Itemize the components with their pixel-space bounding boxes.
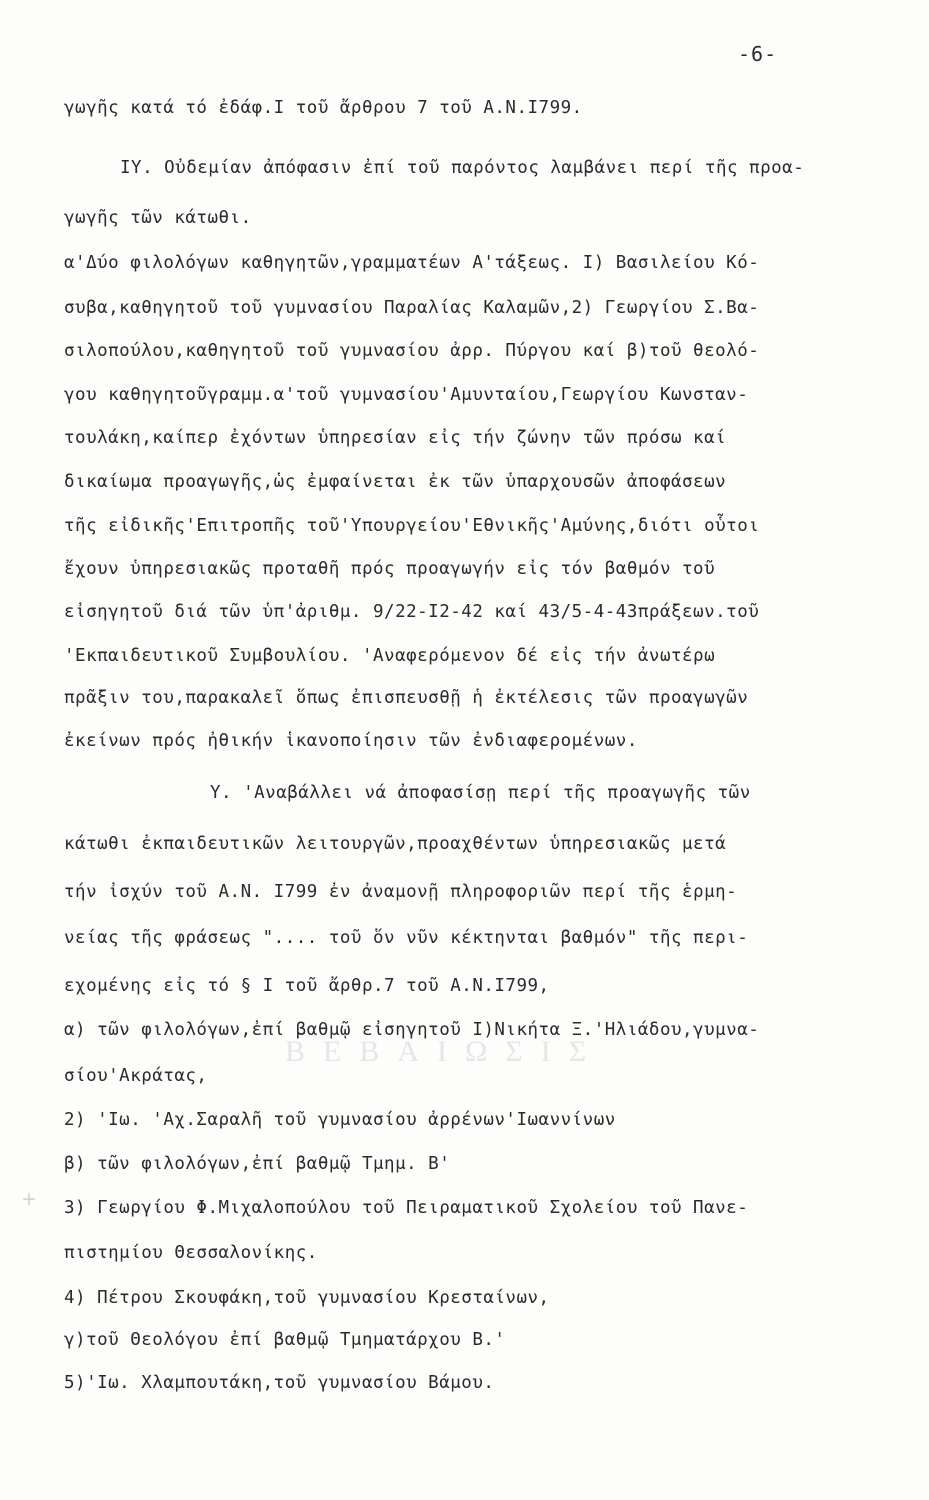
- text-line: 5)'Ιω. Χλαμπουτάκη,τοῦ γυμνασίου Βάμου.: [64, 1373, 495, 1393]
- text-line: γ)τοῦ Θεολόγου ἐπί βαθμῷ Τμηματάρχου Β.': [64, 1330, 506, 1350]
- text-line: τουλάκη,καίπερ ἐχόντων ὑπηρεσίαν εἰς τήν ζώνην τῶν πρόσω καί: [64, 428, 727, 448]
- text-line: πιστημίου Θεσσαλονίκης.: [64, 1243, 318, 1263]
- text-line: ἐκείνων πρός ἠθικήν ἱκανοποίησιν τῶν ἐνδιαφερομένων.: [64, 731, 638, 751]
- text-line: γωγῆς τῶν κάτωθι.: [64, 208, 252, 228]
- text-line: γωγῆς κατά τό ἐδάφ.Ι τοῦ ἄρθρου 7 τοῦ Α.Ν.Ι799.: [64, 98, 583, 118]
- text-line: δικαίωμα προαγωγῆς,ὡς ἐμφαίνεται ἐκ τῶν ὑπαρχουσῶν ἀποφάσεων: [64, 472, 727, 492]
- text-line: εχομένης εἰς τό § Ι τοῦ ἄρθρ.7 τοῦ Α.Ν.Ι799,: [64, 976, 550, 996]
- text-line: σίου'Ακράτας,: [64, 1066, 208, 1086]
- text-line: τήν ἰσχύν τοῦ Α.Ν. Ι799 ἐν ἀναμονῇ πληροφοριῶν περί τῆς ἑρμη-: [64, 882, 738, 902]
- plus-mark-icon: +: [22, 1186, 37, 1213]
- text-line: πρᾶξιν του,παρακαλεῖ ὅπως ἐπισπευσθῇ ἡ ἐκτέλεσις τῶν προαγωγῶν: [64, 688, 749, 708]
- text-line: 'Εκπαιδευτικοῦ Συμβουλίου. 'Αναφερόμενον δέ εἰς τήν ἀνωτέρω: [64, 646, 716, 666]
- text-line: Υ. 'Αναβάλλει νά ἀποφασίσῃ περί τῆς προαγωγῆς τῶν: [210, 783, 751, 803]
- text-line: 3) Γεωργίου Φ.Μιχαλοπούλου τοῦ Πειραματικοῦ Σχολείου τοῦ Πανε-: [64, 1198, 749, 1218]
- text-line: 4) Πέτρου Σκουφάκη,τοῦ γυμνασίου Κρεσταίνων,: [64, 1288, 550, 1308]
- text-line: σιλοπούλου,καθηγητοῦ τοῦ γυμνασίου ἀρρ. Πύργου καί β)τοῦ θεολό-: [64, 341, 760, 361]
- text-line: κάτωθι ἐκπαιδευτικῶν λειτουργῶν,προαχθέντων ὑπηρεσιακῶς μετά: [64, 834, 727, 854]
- text-line: β) τῶν φιλολόγων,ἐπί βαθμῷ Τμημ. Β': [64, 1154, 451, 1174]
- text-line: συβα,καθηγητοῦ τοῦ γυμνασίου Παραλίας Καλαμῶν,2) Γεωργίου Σ.Βα-: [64, 298, 760, 318]
- text-line: εἰσηγητοῦ διά τῶν ὑπ'ἀριθμ. 9/22-Ι2-42 καί 43/5-4-43πράξεων.τοῦ: [64, 602, 760, 622]
- text-line: τῆς εἰδικῆς'Επιτροπῆς τοῦ'Υπουργείου'Εθνικῆς'Αμύνης,διότι οὗτοι: [64, 516, 760, 536]
- text-line: νείας τῆς φράσεως ".... τοῦ ὅν νῦν κέκτηνται βαθμόν" τῆς περι-: [64, 928, 749, 948]
- text-line: 2) 'Ιω. 'Αχ.Σαραλῆ τοῦ γυμνασίου ἀρρένων'Ιωαννίνων: [64, 1110, 616, 1130]
- text-line: α) τῶν φιλολόγων,ἐπί βαθμῷ εἰσηγητοῦ Ι)Νικήτα Ξ.'Ηλιάδου,γυμνα-: [64, 1020, 760, 1040]
- text-line: γου καθηγητοῦγραμμ.α'τοῦ γυμνασίου'Αμυνταίου,Γεωργίου Κωνσταν-: [64, 385, 749, 405]
- bleed-through-text: ΒΕΒΑΙΩΣΙΣ: [285, 1035, 605, 1068]
- text-line: ἔχουν ὑπηρεσιακῶς προταθῆ πρός προαγωγήν εἰς τόν βαθμόν τοῦ: [64, 559, 716, 579]
- page-number: -6-: [738, 42, 778, 66]
- text-line: ΙΥ. Οὐδεμίαν ἀπόφασιν ἐπί τοῦ παρόντος λαμβάνει περί τῆς προα-: [120, 158, 805, 178]
- text-line: α'Δύο φιλολόγων καθηγητῶν,γραμματέων Α'τάξεως. Ι) Βασιλείου Κό-: [64, 253, 760, 273]
